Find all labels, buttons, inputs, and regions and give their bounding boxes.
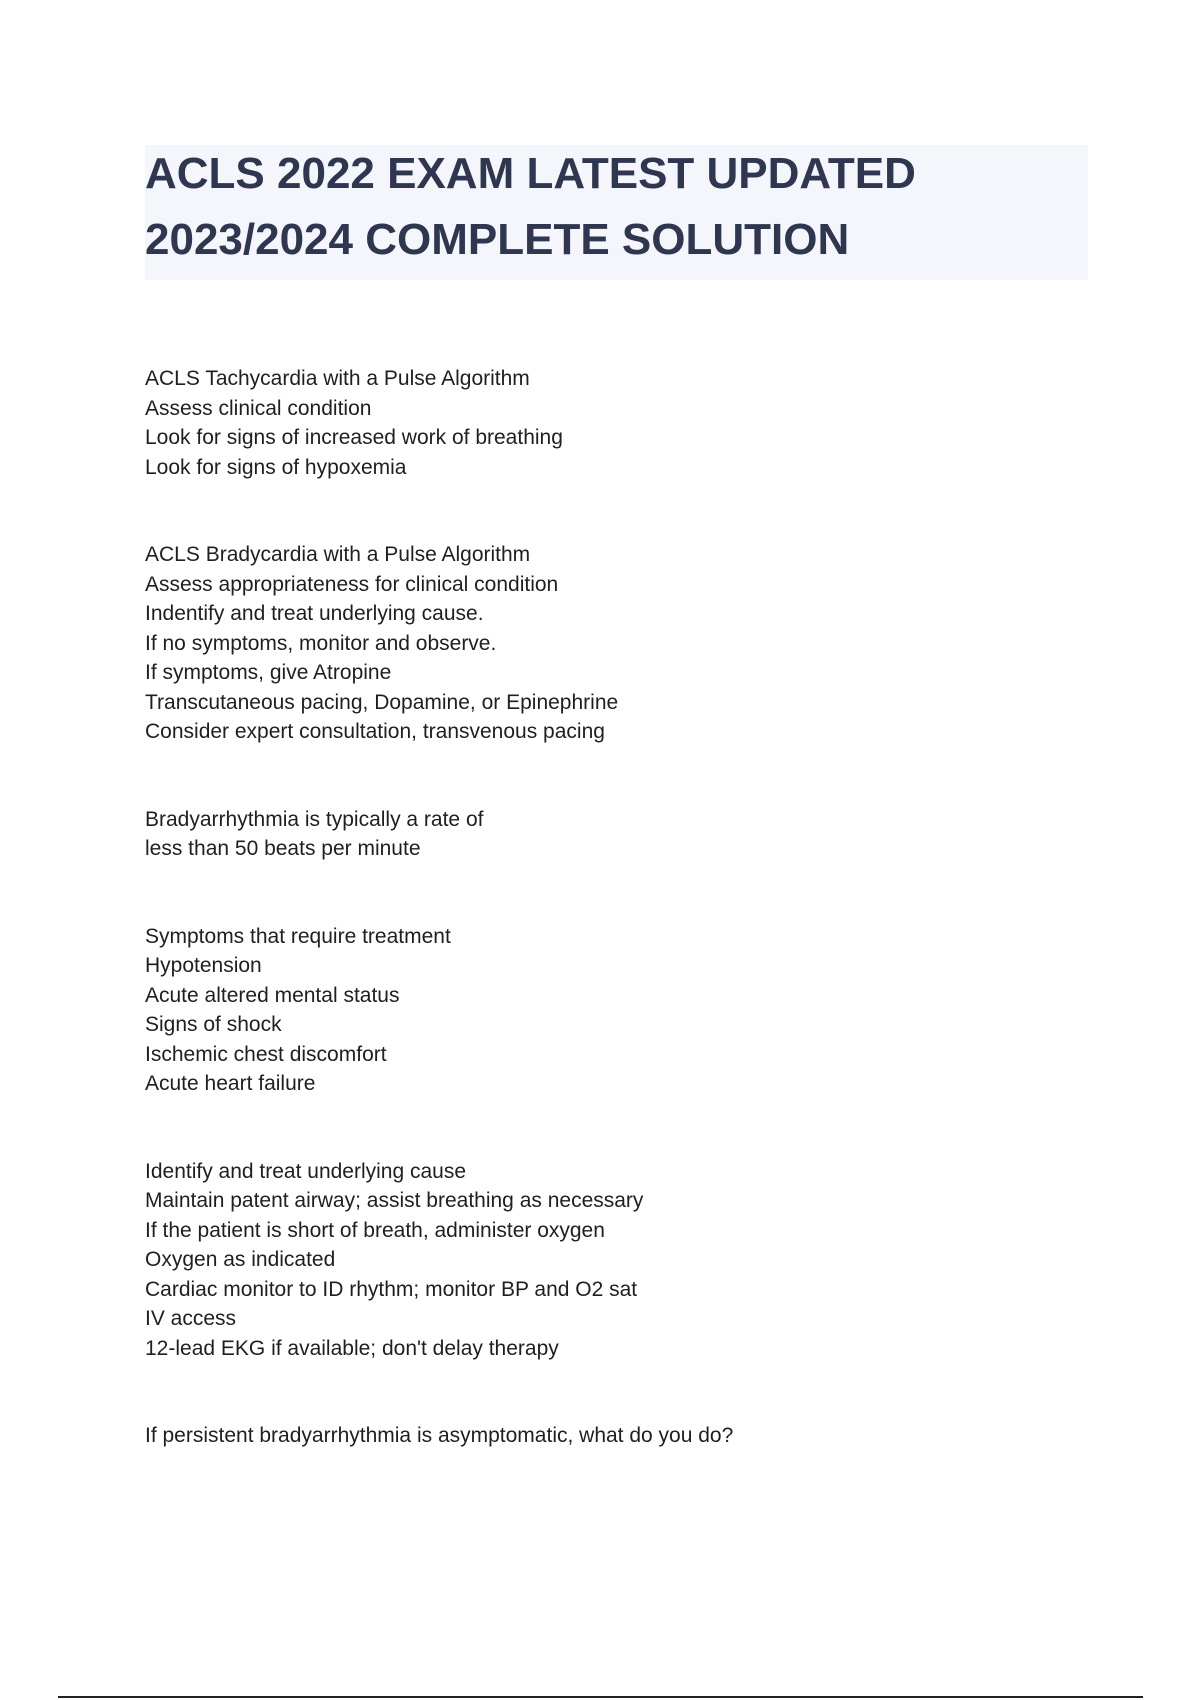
text-line: If symptoms, give Atropine (145, 661, 392, 684)
document-body (145, 364, 1045, 1509)
section-bradycardia (145, 540, 1045, 747)
text-line: Oxygen as indicated (145, 1248, 336, 1271)
text-line: Transcutaneous pacing, Dopamine, or Epinephrine (145, 690, 619, 714)
text-line: less than 50 beats per minute (145, 837, 421, 860)
text-line: If no symptoms, monitor and observe. (145, 631, 497, 655)
text-line: Cardiac monitor to ID rhythm; monitor BP and O2 sat (145, 1277, 638, 1301)
text-line: ACLS Tachycardia with a Pulse Algorithm (145, 367, 530, 390)
text-line: Acute altered mental status (145, 983, 400, 1007)
text-line: Bradyarrhythmia is typically a rate of (145, 807, 484, 831)
text-line: Ischemic chest discomfort (145, 1042, 387, 1066)
text-line: Hypotension (145, 954, 262, 977)
text-line: ACLS Bradycardia with a Pulse Algorithm (145, 543, 531, 566)
section-symptoms (145, 922, 1045, 1099)
text-line: If persistent bradyarrhythmia is asymptomatic, what do you do? (145, 1424, 734, 1447)
text-line: Identify and treat underlying cause (145, 1159, 467, 1183)
section-question (145, 1421, 1045, 1451)
text-line: Maintain patent airway; assist breathing as necessary (145, 1189, 644, 1212)
text-line: Acute heart failure (145, 1072, 316, 1095)
text-line: If the patient is short of breath, administer oxygen (145, 1218, 605, 1242)
text-line: Signs of shock (145, 1013, 282, 1036)
text-line: 12-lead EKG if available; don't delay therapy (145, 1336, 559, 1360)
text-line: Indentify and treat underlying cause. (145, 602, 484, 625)
page-bottom-rule (58, 1696, 1143, 1698)
text-line: Assess clinical condition (145, 396, 372, 420)
text-line: Symptoms that require treatment (145, 924, 451, 948)
section-treatment (145, 1157, 1045, 1364)
text-line: Look for signs of hypoxemia (145, 455, 407, 479)
section-bradyarrhythmia-rate (145, 805, 1045, 864)
text-line: Look for signs of increased work of breathing (145, 426, 563, 449)
document-title-line-1: ACLS 2022 EXAM LATEST UPDATED (145, 149, 916, 198)
document-title-line-2: 2023/2024 COMPLETE SOLUTION (145, 215, 850, 264)
section-tachycardia (145, 364, 1045, 482)
text-line: Assess appropriateness for clinical condition (145, 572, 559, 596)
text-line: IV access (145, 1307, 237, 1330)
text-line: Consider expert consultation, transvenous pacing (145, 720, 605, 743)
